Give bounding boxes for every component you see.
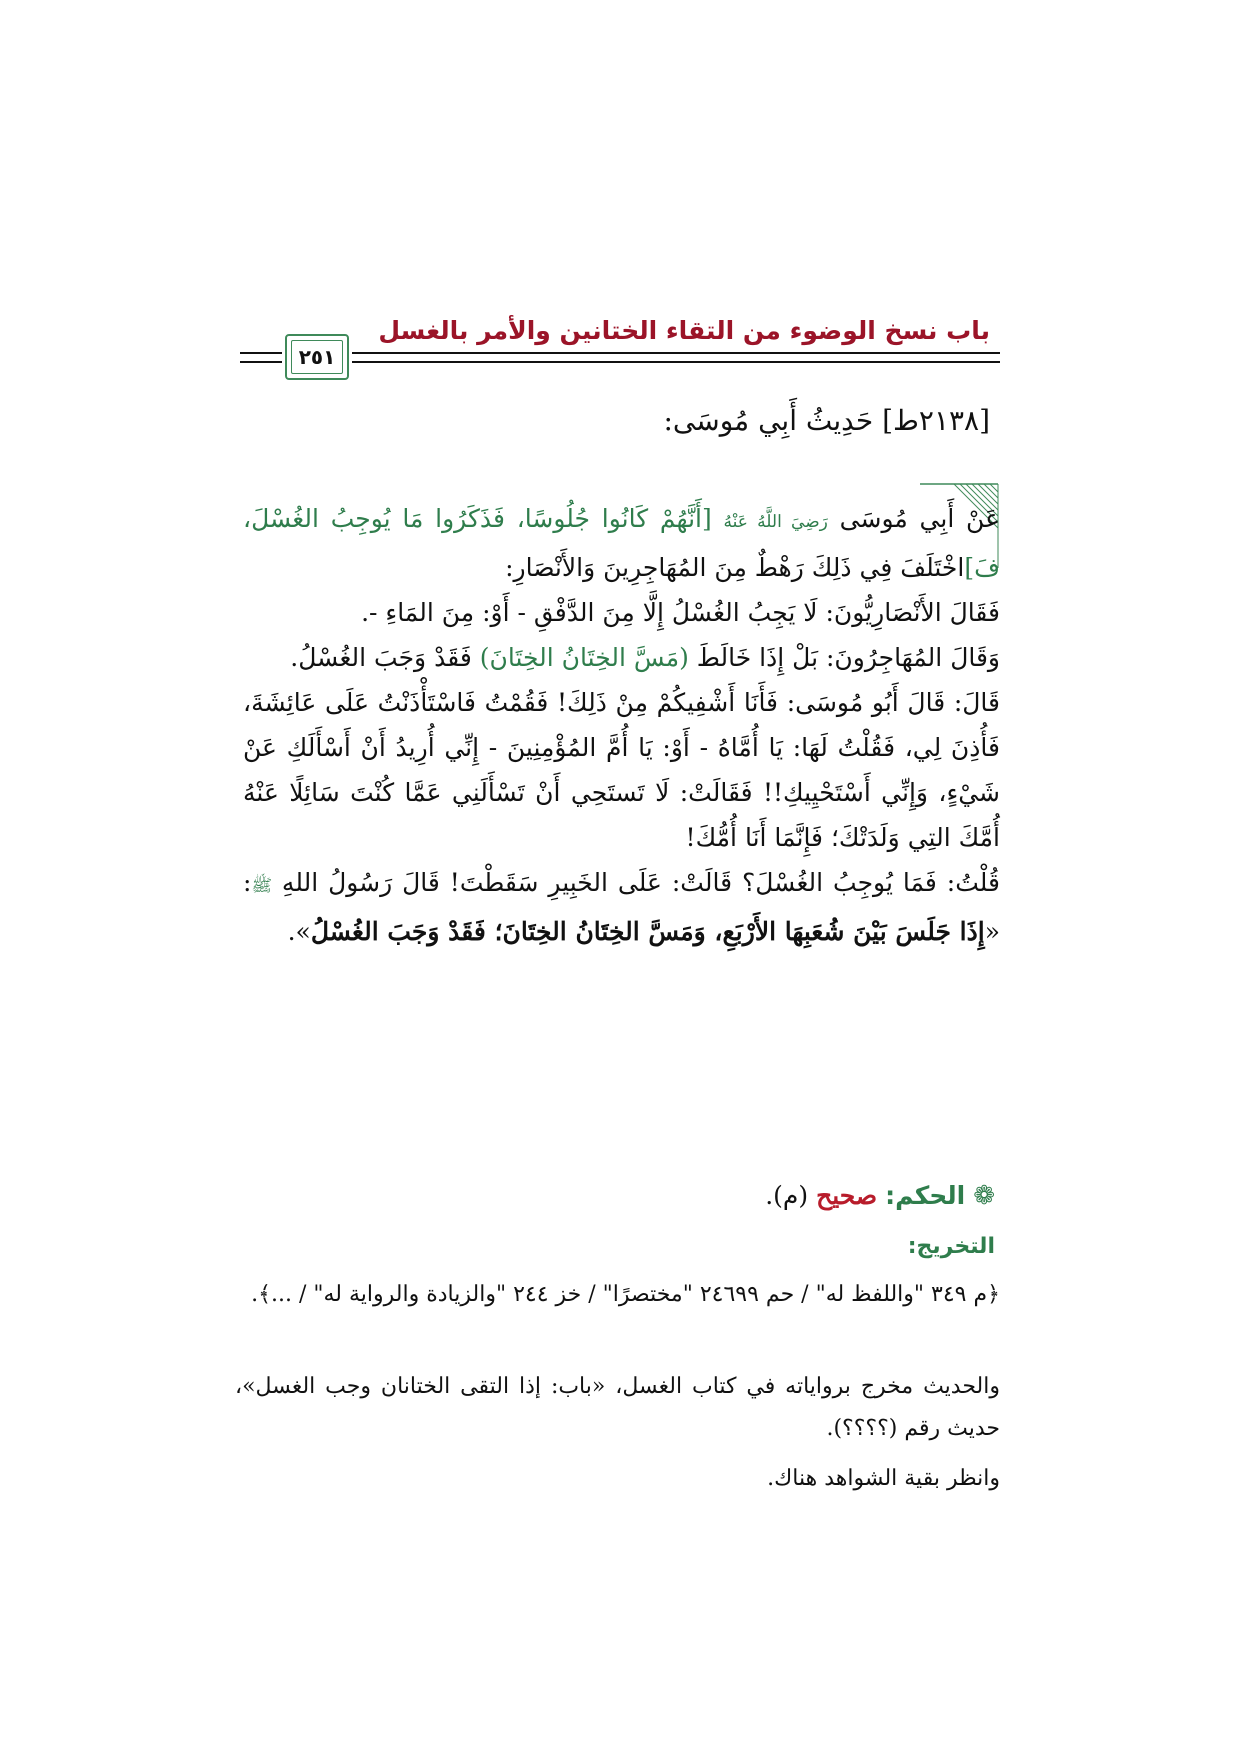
hadith-paragraph-3 xyxy=(243,635,1000,680)
hadith-heading xyxy=(663,404,990,437)
header-rule-bottom xyxy=(352,361,1000,363)
takhrij-note xyxy=(235,1366,1000,1450)
hadith-title: حَدِيثُ أَبِي مُوسَى: xyxy=(663,404,874,437)
verdict-value: صحيح xyxy=(816,1181,878,1210)
hadith-p5-c: ». xyxy=(287,917,311,946)
prophet-saying: إِذَا جَلَسَ بَيْنَ شُعَبِهَا الأَرْبَعِ، وَمَسَّ الخِتَانُ الخِتَانَ؛ فَقَدْ وَجَبَ الغُسْلُ xyxy=(310,917,985,946)
verdict-label: الحكم: xyxy=(885,1181,966,1210)
header-rule-left-top xyxy=(240,352,282,354)
hadith-paragraph-2: فَقَالَ الأَنْصَارِيُّونَ: لَا يَجِبُ الغُسْلُ إِلَّا مِنَ الدَّفْقِ - أَوْ: مِنَ المَاءِ -. xyxy=(361,598,1000,627)
takhrij-note-2 xyxy=(235,1458,1000,1500)
takhrij-label: التخريج: xyxy=(907,1234,995,1259)
verdict-line xyxy=(765,1181,995,1211)
page-number-badge xyxy=(285,334,349,380)
hadith-paragraph-1 xyxy=(243,496,1000,590)
page-number: ٢٥١ xyxy=(298,345,336,369)
salutation-symbol: ﷺ xyxy=(251,876,272,896)
hadith-p1-c: اخْتَلَفَ فِي ذَلِكَ رَهْطٌ مِنَ المُهَاجِرِينَ وَالأَنْصَارِ: xyxy=(505,553,965,582)
verdict-suffix: (م). xyxy=(765,1181,817,1210)
hadith-p3-a: وَقَالَ المُهَاجِرُونَ: بَلْ إِذَا خَالَطَ xyxy=(688,643,1000,672)
hadith-text xyxy=(243,496,1000,954)
hadith-p5-a: قُلْتُ: فَمَا يُوجِبُ الغُسْلَ؟ قَالَتْ: عَلَى الخَبِيرِ سَقَطْتَ! قَالَ رَسُولُ اللهِ xyxy=(271,868,1000,897)
takhrij-sources xyxy=(235,1274,1000,1316)
header-rule-left-bottom xyxy=(240,361,282,363)
header-rule-top xyxy=(352,352,1000,354)
takhrij-line: ﴿م ٣٤٩ "واللفظ له" / حم ٢٤٦٩٩ "مختصرًا" / خز ٢٤٤ "والزيادة والرواية له" / ...﴾. xyxy=(251,1282,1000,1307)
hadith-paragraph-4: قَالَ: قَالَ أَبُو مُوسَى: فَأَنَا أَشْفِيكُمْ مِنْ ذَلِكَ! فَقُمْتُ فَاسْتَأْذَنْتُ عَلَى عَائِشَةَ، فَأُذِنَ لِي، فَقُلْتُ لَهَا: يَا أُمَّاهُ - أَوْ: يَا أُمَّ المُؤْمِنِينَ - إِنِّي أُرِيدُ أَنْ أَسْأَلَكِ عَنْ شَيْءٍ، وَإِنِّي أَسْتَحْيِيكِ!! فَقَالَتْ: لَا تَستَحِي أَنْ تَسْأَلَنِي عَمَّا كُنْتَ سَائِلًا عَنْهُ أُمَّكَ التِي وَلَدَتْكَ؛ فَإِنَّمَا أَنَا أُمُّكَ! xyxy=(243,688,1000,852)
honorific-symbol: رَضِيَ اللَّهُ عَنْهُ xyxy=(723,512,828,532)
takhrij-para-2: والحديث مخرج برواياته في كتاب الغسل، «باب: إذا التقى الختانان وجب الغسل»، حديث رقم (؟؟؟؟). xyxy=(235,1374,1000,1441)
chapter-title: باب نسخ الوضوء من التقاء الختانين والأمر بالغسل xyxy=(378,316,990,345)
flower-icon: ❁ xyxy=(973,1181,995,1211)
hadith-number: [٢١٣٨ط] xyxy=(882,404,990,437)
takhrij-para-3: وانظر بقية الشواهد هناك. xyxy=(767,1466,1000,1491)
hadith-p3-green: (مَسَّ الخِتَانُ الخِتَانَ) xyxy=(479,643,689,672)
hadith-p1-b: [أَنَّهُمْ كَانُوا جُلُوسًا، فَذَكَرُوا مَا يُوجِبُ الغُسْلَ، فَ] xyxy=(243,504,1000,582)
hadith-p3-b: فَقَدْ وَجَبَ الغُسْلُ. xyxy=(290,643,480,672)
hadith-p1-a: عَنْ أَبِي مُوسَى xyxy=(827,504,1001,533)
hadith-paragraph-5 xyxy=(243,860,1000,954)
hadith-p5-b: : « xyxy=(243,868,1000,946)
